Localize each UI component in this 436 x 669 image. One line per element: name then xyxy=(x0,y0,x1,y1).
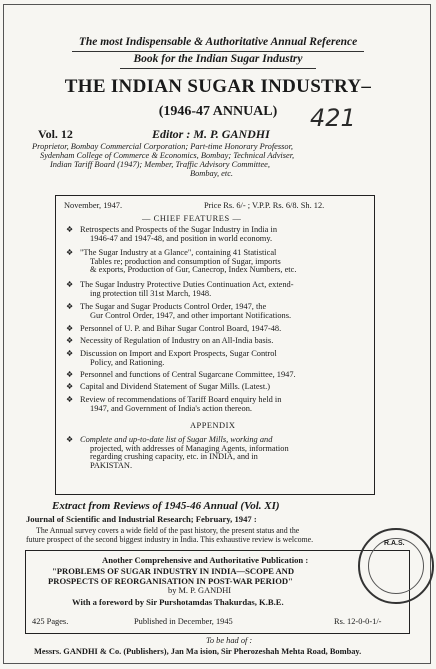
publication-title-1: "PROBLEMS OF SUGAR INDUSTRY IN INDIA—SCOPE AND xyxy=(52,566,295,576)
editor-info-1: Proprietor, Bombay Commercial Corporation; Part-time Honorary Professor, xyxy=(32,142,294,151)
extract-source: Journal of Scientific and Industrial Research; February, 1947 : xyxy=(26,514,257,524)
feature-9: ❖ Capital and Dividend Statement of Sugar Mills. (Latest.) xyxy=(66,382,271,391)
feature-6: ❖ Necessity of Regulation of Industry on an All-India basis. xyxy=(66,336,274,345)
feature-4: ❖ The Sugar and Sugar Products Control Order, 1947, the Gur Control Order, 1947, and other important Notifications. xyxy=(66,302,292,320)
stamp-label: R.A.S. xyxy=(384,540,405,547)
main-title: THE INDIAN SUGAR INDUSTRY– xyxy=(64,76,372,97)
annual-subtitle: (1946-47 ANNUAL) xyxy=(158,104,278,119)
bullet-icon: ❖ xyxy=(66,349,74,358)
header-rule-2 xyxy=(120,68,316,69)
publication-title-2: PROSPECTS OF REORGANISATION IN POST-WAR PERIOD" xyxy=(48,576,293,586)
appendix-heading: APPENDIX xyxy=(190,421,236,430)
extract-heading: Extract from Reviews of 1945-46 Annual (Vol. XI) xyxy=(52,500,280,512)
header-rule xyxy=(72,51,364,52)
bullet-icon: ❖ xyxy=(66,248,74,257)
publication-date: Published in December, 1945 xyxy=(134,617,233,626)
bullet-icon: ❖ xyxy=(66,225,74,234)
volume-label: Vol. 12 xyxy=(38,127,73,141)
header-line-1: The most Indispensable & Authoritative Annual Reference xyxy=(78,36,358,48)
publication-intro: Another Comprehensive and Authoritative Publication : xyxy=(102,555,309,565)
publisher-address: Messrs. GANDHI & Co. (Publishers), Jan Ma ision, Sir Pherozeshah Mehta Road, Bombay. xyxy=(34,647,362,656)
editor-label: Editor : M. P. GANDHI xyxy=(152,127,270,141)
extract-text-1: The Annual survey covers a wide field of the past history, the present status and the xyxy=(36,526,300,535)
library-stamp-seal xyxy=(358,528,434,604)
bullet-icon: ❖ xyxy=(66,370,74,379)
extract-text-2: future prospect of the second biggest industry in India. This exhaustive review is welcome. xyxy=(26,535,314,544)
handwritten-number: 421 xyxy=(310,104,356,132)
box-date: November, 1947. xyxy=(64,201,123,210)
header-line-2: Book for the Indian Sugar Industry xyxy=(133,53,303,65)
feature-8: ❖ Personnel and functions of Central Sugarcane Committee, 1947. xyxy=(66,370,296,379)
bullet-icon: ❖ xyxy=(66,302,74,311)
editor-info-2: Sydenham College of Commerce & Economics, Bombay; Technical Adviser, xyxy=(40,151,295,160)
feature-1: ❖ Retrospects and Prospects of the Sugar Industry in India in 1946-47 and 1947-48, and position in world economy. xyxy=(66,225,278,243)
feature-7: ❖ Discussion on Import and Export Prospects, Sugar Control Policy, and Rationing. xyxy=(66,349,277,367)
bullet-icon: ❖ xyxy=(66,280,74,289)
box-price: Price Rs. 6/- ; V.P.P. Rs. 6/8. Sh. 12. xyxy=(204,201,325,210)
publication-price: Rs. 12-0-0-1/- xyxy=(334,617,382,626)
editor-info-4: Bombay, etc. xyxy=(190,169,234,178)
editor-info-3: Indian Tariff Board (1947); Member, Traffic Advisory Committee, xyxy=(50,160,270,169)
chief-features-heading: — CHIEF FEATURES — xyxy=(142,214,242,223)
appendix-item: ❖ Complete and up-to-date list of Sugar Mills, working and projected, with addresses of Managing Agents, information regarding crushing capacity, etc. in INDIA, and in PAKISTAN. xyxy=(66,435,289,470)
publication-foreword: With a foreword by Sir Purshotamdas Thakurdas, K.B.E. xyxy=(72,597,284,607)
bullet-icon: ❖ xyxy=(66,435,74,444)
bullet-icon: ❖ xyxy=(66,336,74,345)
bullet-icon: ❖ xyxy=(66,324,74,333)
to-be-had-label: To be had of : xyxy=(206,636,253,645)
publication-pages: 425 Pages. xyxy=(32,617,69,626)
feature-10: ❖ Review of recommendations of Tariff Board enquiry held in 1947, and Government of India's action thereon. xyxy=(66,395,282,413)
bullet-icon: ❖ xyxy=(66,382,74,391)
bullet-icon: ❖ xyxy=(66,395,74,404)
publication-author: by M. P. GANDHI xyxy=(168,586,232,595)
feature-2: ❖ "The Sugar Industry at a Glance", containing 41 Statistical Tables re; production and consumption of Sugar, imports & exports, Production of Gur, Canecrop, Index Numbers, etc. xyxy=(66,248,297,275)
feature-5: ❖ Personnel of U. P. and Bihar Sugar Control Board, 1947-48. xyxy=(66,324,282,333)
feature-3: ❖ The Sugar Industry Protective Duties Continuation Act, extend- ing protection till 31st March, 1948. xyxy=(66,280,294,298)
